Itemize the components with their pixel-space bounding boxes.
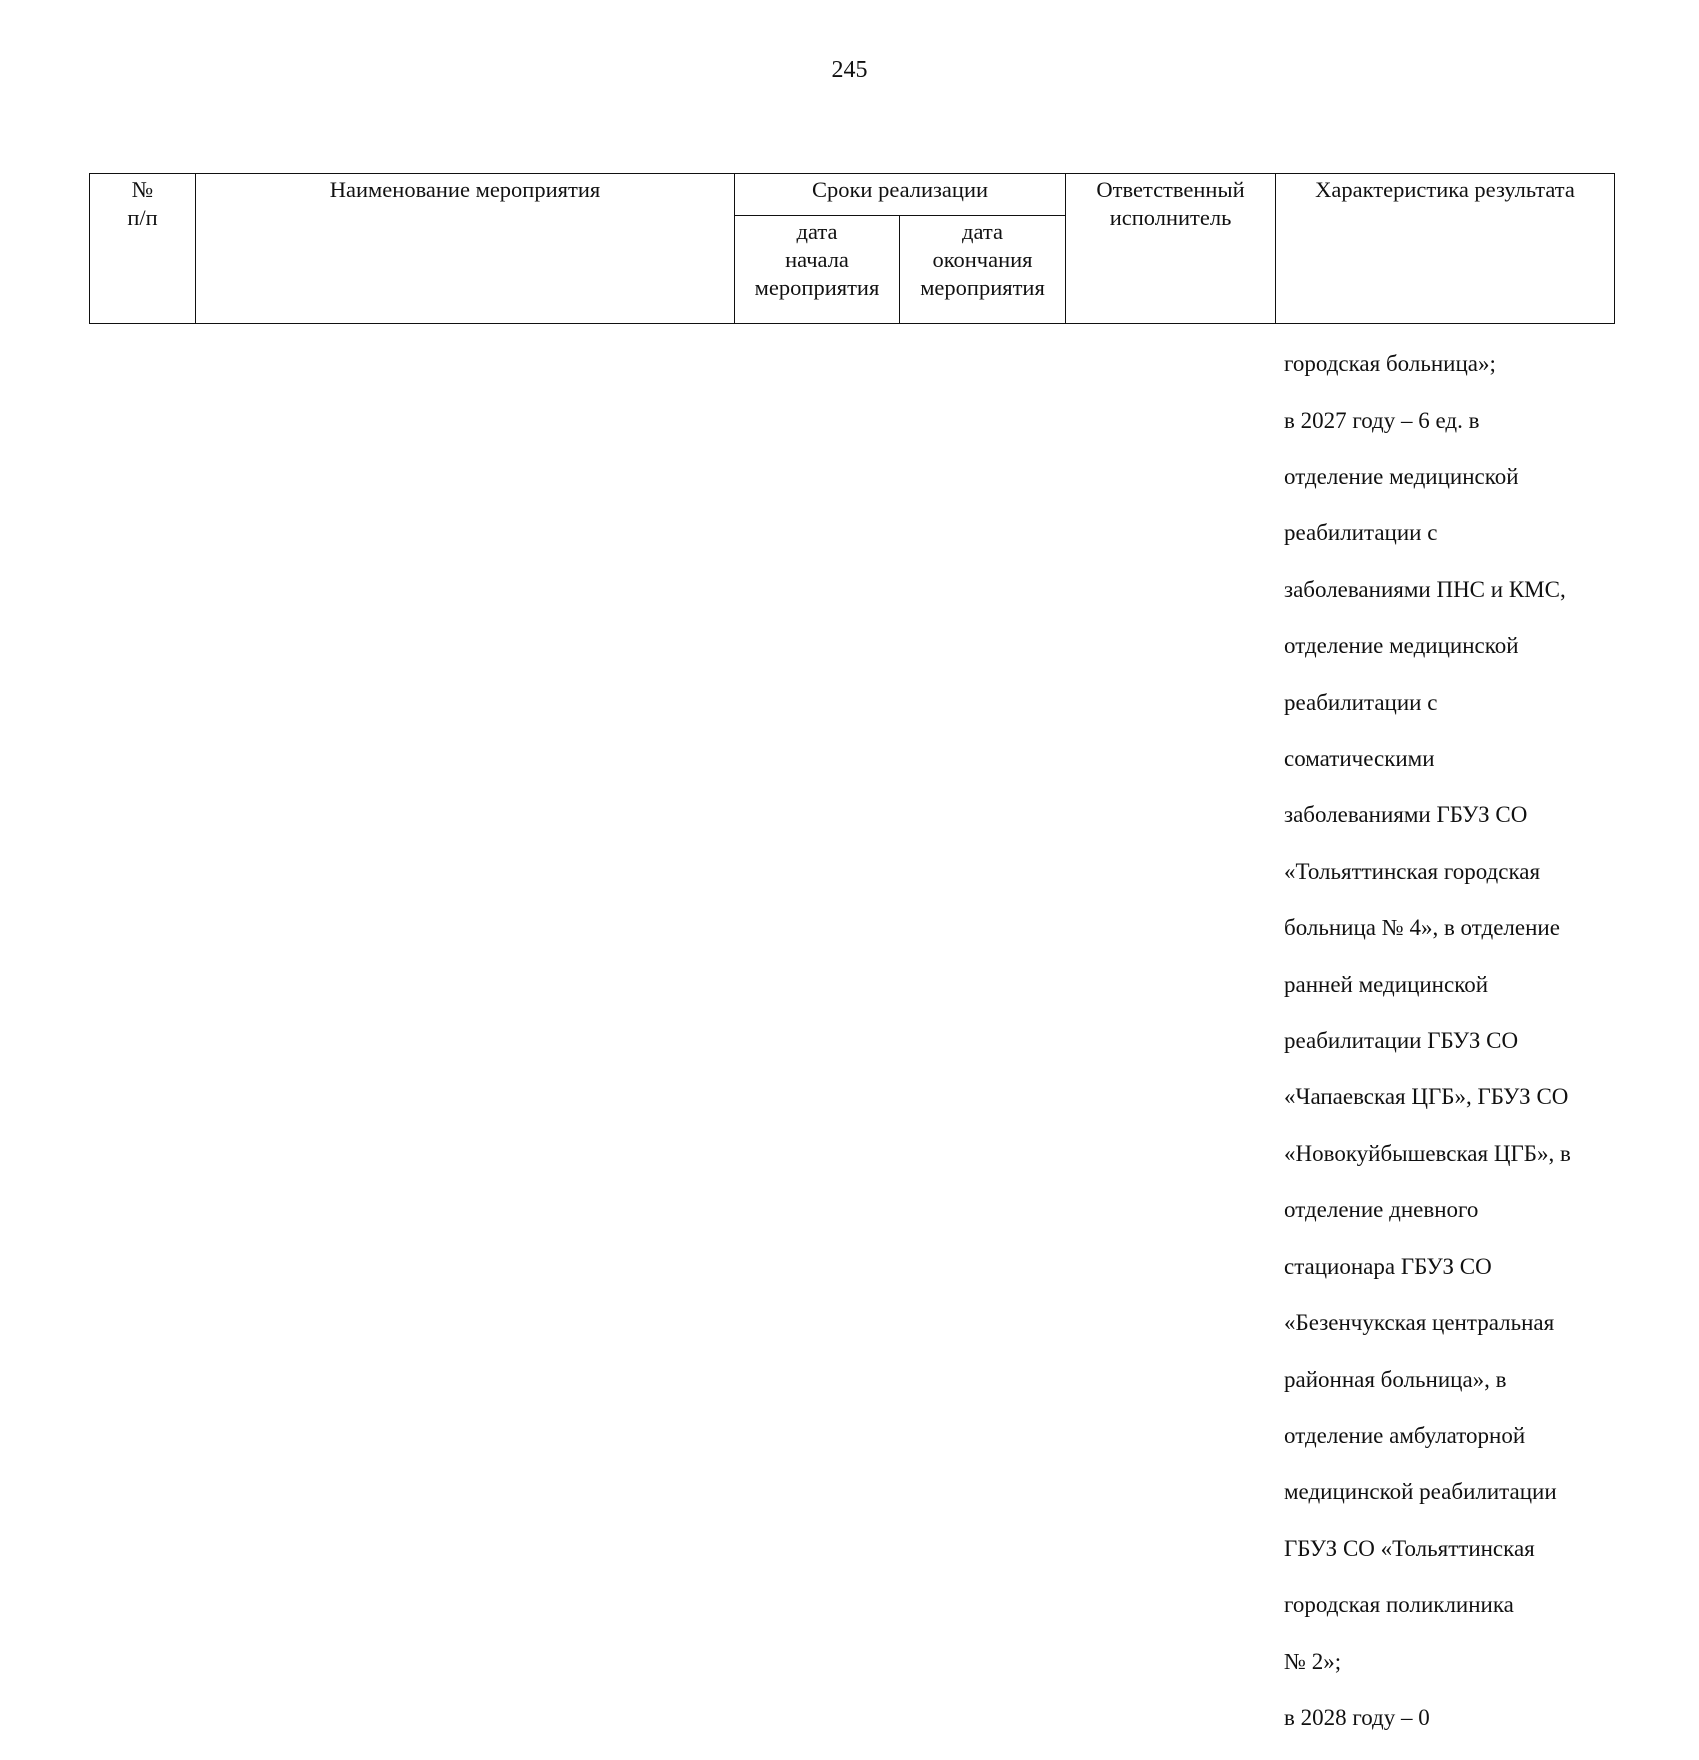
result-line: городская больница»;	[1284, 351, 1496, 377]
result-line: медицинской реабилитации	[1284, 1479, 1557, 1505]
header-end-date-label: дата окончания мероприятия	[920, 219, 1045, 300]
result-line: ГБУЗ СО «Тольяттинская	[1284, 1535, 1535, 1561]
measures-table-header	[89, 173, 1615, 324]
result-line: № 2»;	[1284, 1648, 1342, 1674]
header-result-label: Характеристика результата	[1315, 177, 1575, 202]
header-responsible	[1066, 174, 1276, 324]
header-measure-name	[196, 174, 735, 324]
result-line: больница № 4», в отделение	[1284, 915, 1560, 941]
result-characteristic-text	[1284, 322, 1614, 1760]
result-line: отделение амбулаторной	[1284, 1422, 1526, 1448]
result-line: заболеваниями ПНС и КМС,	[1284, 576, 1566, 602]
result-line: «Новокуйбышевская ЦГБ», в	[1284, 1140, 1571, 1166]
result-line: отделение дневного	[1284, 1197, 1479, 1223]
result-line: соматическими	[1284, 746, 1435, 772]
result-line: в 2027 году – 6 ед. в	[1284, 407, 1480, 433]
result-line: «Тольяттинская городская	[1284, 858, 1541, 884]
header-terms	[735, 174, 1066, 216]
result-line: реабилитации с	[1284, 689, 1438, 715]
result-line: в 2028 году – 0	[1284, 1704, 1430, 1730]
page-number: 245	[831, 57, 868, 83]
header-start-date-label: дата начала мероприятия	[754, 219, 880, 300]
result-line: «Чапаевская ЦГБ», ГБУЗ СО	[1284, 1084, 1569, 1110]
result-line: ранней медицинской	[1284, 971, 1489, 997]
result-line: реабилитации ГБУЗ СО	[1284, 1028, 1519, 1054]
header-start-date	[735, 216, 900, 324]
result-line: отделение медицинской	[1284, 464, 1519, 490]
header-responsible-label: Ответственный исполнитель	[1096, 177, 1245, 230]
header-terms-label: Сроки реализации	[811, 177, 989, 202]
result-line: районная больница», в	[1284, 1366, 1507, 1392]
result-line: реабилитации с	[1284, 520, 1438, 546]
header-number	[90, 174, 196, 324]
header-result	[1276, 174, 1615, 324]
header-end-date	[900, 216, 1066, 324]
header-number-label: № п/п	[127, 177, 158, 230]
result-line: «Безенчукская центральная	[1284, 1310, 1555, 1336]
result-line: заболеваниями ГБУЗ СО	[1284, 802, 1528, 828]
result-line: стационара ГБУЗ СО	[1284, 1253, 1492, 1279]
result-line: отделение медицинской	[1284, 633, 1519, 659]
result-line: городская поликлиника	[1284, 1592, 1514, 1618]
header-measure-name-label: Наименование мероприятия	[329, 177, 601, 202]
